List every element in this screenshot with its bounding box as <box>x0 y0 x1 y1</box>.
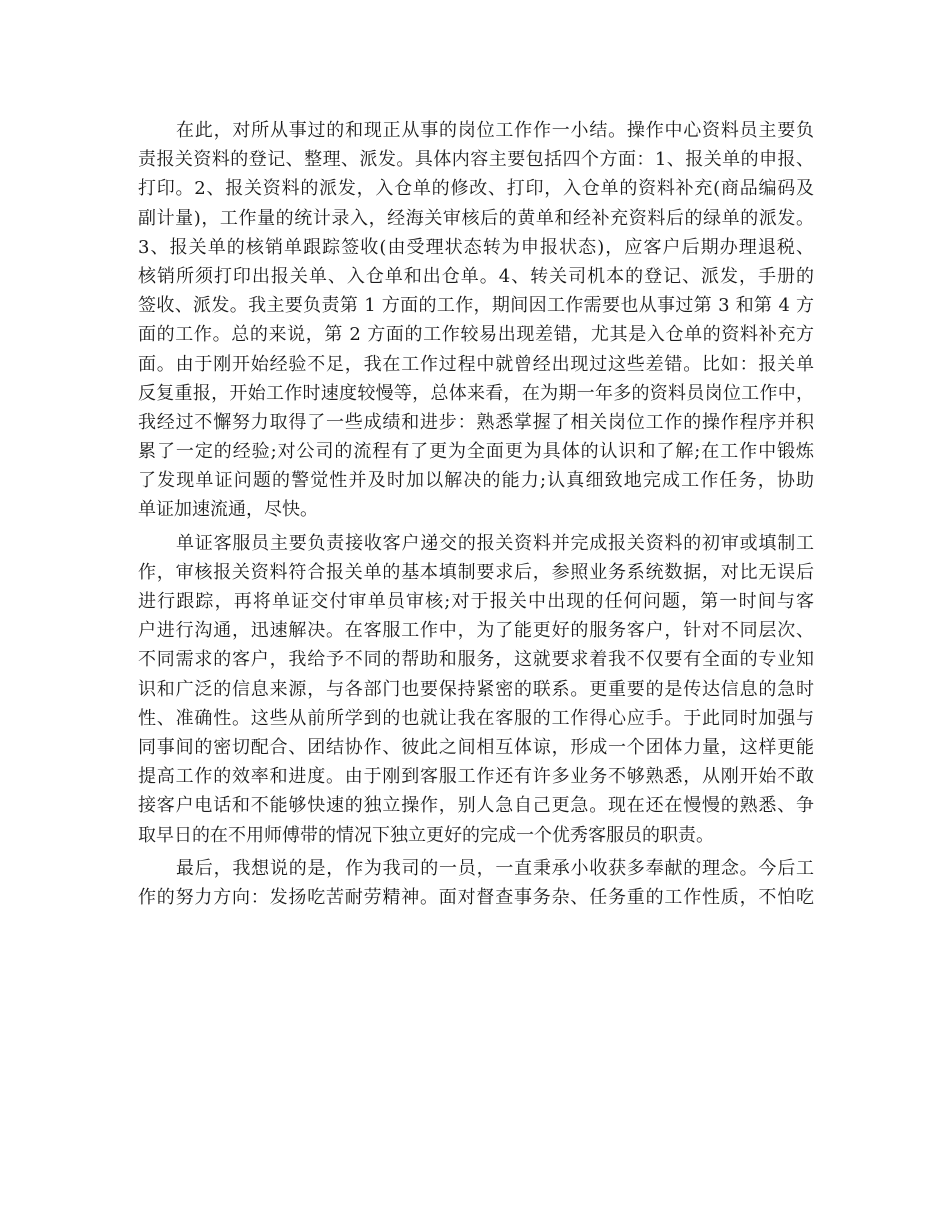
paragraph-3 <box>138 854 814 912</box>
text-line: 责报关资料的登记、整理、派发。具体内容主要包括四个方面：1、报关单的申报、 <box>138 149 814 171</box>
text-line: 面。由于刚开始经验不足，我在工作过程中就曾经出现过这些差错。比如：报关单 <box>138 353 814 375</box>
text-line: 累了一定的经验;对公司的流程有了更为全面更为具体的认识和了解;在工作中锻炼 <box>138 441 814 463</box>
document-body <box>138 116 814 912</box>
text-line: 3、报关单的核销单跟踪签收(由受理状态转为申报状态)，应客户后期办理退税、 <box>138 236 814 258</box>
text-line: 最后，我想说的是，作为我司的一员，一直秉承小收获多奉献的理念。今后工 <box>176 857 814 879</box>
text-line: 进行跟踪，再将单证交付审单员审核;对于报关中出现的任何问题，第一时间与客 <box>138 591 814 612</box>
text-line: 副计量)，工作量的统计录入，经海关审核后的黄单和经补充资料后的绿单的派发。 <box>138 207 814 229</box>
text-line: 单证客服员主要负责接收客户递交的报关资料并完成报关资料的初审或填制工 <box>176 532 814 554</box>
text-line: 核销所须打印出报关单、入仓单和出仓单。4、转关司机本的登记、派发，手册的 <box>138 265 814 287</box>
text-line: 不同需求的客户，我给予不同的帮助和服务，这就要求着我不仅要有全面的专业知 <box>138 649 814 671</box>
text-line: 户进行沟通，迅速解决。在客服工作中，为了能更好的服务客户，针对不同层次、 <box>138 620 814 642</box>
text-line: 取早日的在不用师傅带的情况下独立更好的完成一个优秀客服员的职责。 <box>138 824 714 846</box>
text-line: 在此，对所从事过的和现正从事的岗位工作作一小结。操作中心资料员主要负 <box>176 120 814 141</box>
text-line: 我经过不懈努力取得了一些成绩和进步：熟悉掌握了相关岗位工作的操作程序并积 <box>138 411 814 433</box>
text-line: 签收、派发。我主要负责第 1 方面的工作，期间因工作需要也从事过第 3 和第 4 方 <box>138 295 814 317</box>
text-line: 单证加速流通，尽快。 <box>138 499 318 521</box>
text-line: 作，审核报关资料符合报关单的基本填制要求后，参照业务系统数据，对比无误后 <box>138 561 814 583</box>
text-line: 同事间的密切配合、团结协作、彼此之间相互体谅，形成一个团体力量，这样更能 <box>138 736 814 758</box>
text-line: 面的工作。总的来说，第 2 方面的工作较易出现差错，尤其是入仓单的资料补充方 <box>138 324 814 346</box>
text-line: 反复重报，开始工作时速度较慢等，总体来看，在为期一年多的资料员岗位工作中， <box>138 382 814 404</box>
text-line: 提高工作的效率和进度。由于刚到客服工作还有许多业务不够熟悉，从刚开始不敢 <box>138 766 814 788</box>
paragraph-2 <box>138 529 814 850</box>
text-line: 性、准确性。这些从前所学到的也就让我在客服的工作得心应手。于此同时加强与 <box>138 707 814 729</box>
text-line: 打印。2、报关资料的派发，入仓单的修改、打印，入仓单的资料补充(商品编码及 <box>138 178 814 200</box>
text-line: 识和广泛的信息来源，与各部门也要保持紧密的联系。更重要的是传达信息的急时 <box>138 678 814 700</box>
text-line: 接客户电话和不能够快速的独立操作，别人急自己更急。现在还在慢慢的熟悉、争 <box>138 795 814 817</box>
paragraph-1 <box>138 116 814 525</box>
text-line: 作的努力方向：发扬吃苦耐劳精神。面对督查事务杂、任务重的工作性质，不怕吃 <box>138 886 814 908</box>
text-line: 了发现单证问题的警觉性并及时加以解决的能力;认真细致地完成工作任务，协助 <box>138 470 814 492</box>
